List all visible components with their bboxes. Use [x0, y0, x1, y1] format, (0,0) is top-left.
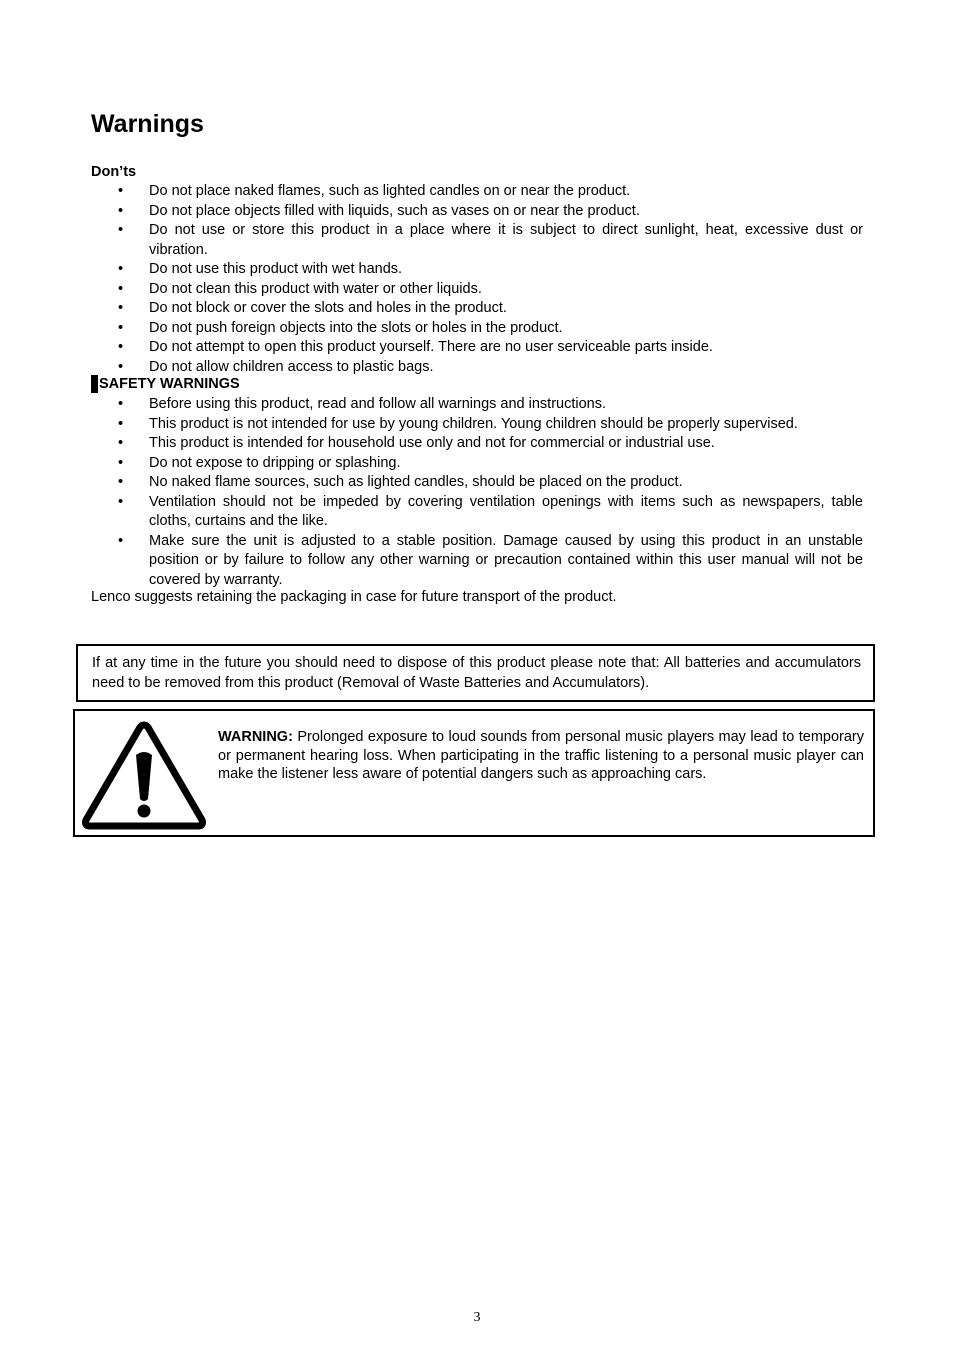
list-item-text: Do not use this product with wet hands.: [149, 261, 403, 277]
list-item: [0, 338, 954, 358]
list-item-text: This product is intended for household use only and not for commercial or industrial use.: [149, 435, 715, 451]
warning-body: Prolonged exposure to loud sounds from personal music players may lead to temporary or permanent hearing loss. When participating in the traffic listening to a personal music player can make the listener less aware of potential dangers such as approaching cars.: [218, 729, 864, 782]
list-item: [0, 532, 954, 591]
battery-disposal-text: If at any time in the future you should need to dispose of this product please note that: All batteries and accumulators need to be removed from this product (Removal of Waste Batteries and Accumulators).: [92, 655, 861, 691]
list-item: [0, 434, 954, 454]
bullet-icon: •: [118, 300, 124, 316]
list-item-text: Do not push foreign objects into the slots or holes in the product.: [149, 319, 563, 336]
safety-heading: [91, 375, 240, 393]
list-item-text: Do not place naked flames, such as lighted candles on or near the product.: [149, 183, 631, 199]
list-item: [0, 473, 954, 493]
bullet-icon: •: [118, 358, 124, 375]
hearing-warning-text: [218, 728, 864, 784]
list-item-text: Do not allow children access to plastic bags.: [149, 358, 434, 375]
list-item: [0, 319, 954, 339]
list-item: [0, 260, 954, 280]
safety-heading-text: SAFETY WARNINGS: [99, 376, 240, 392]
list-item: [0, 493, 954, 532]
list-item-text: Do not place objects filled with liquids, such as vases on or near the product.: [149, 202, 640, 219]
list-item-text: No naked flame sources, such as lighted candles, should be placed on the product.: [149, 474, 683, 490]
bullet-icon: •: [118, 183, 124, 199]
warning-triangle-icon: [81, 719, 207, 831]
bullet-icon: •: [118, 435, 124, 451]
bullet-icon: •: [118, 202, 124, 219]
list-item: [0, 182, 954, 202]
list-item-text: Before using this product, read and follow all warnings and instructions.: [149, 396, 607, 412]
list-item: [0, 395, 954, 415]
list-item-text: Ventilation should not be impeded by covering ventilation openings with items such as newspapers, table cloths, curtains and the like.: [149, 493, 863, 529]
donts-list: [0, 182, 954, 377]
section-marker-icon: [91, 375, 98, 393]
packaging-note: Lenco suggests retaining the packaging in case for future transport of the product.: [91, 589, 617, 605]
list-item: [0, 415, 954, 435]
bullet-icon: •: [118, 532, 124, 549]
list-item-text: Do not expose to dripping or splashing.: [149, 454, 401, 471]
battery-disposal-notice: [76, 644, 875, 702]
list-item: [0, 454, 954, 474]
bullet-icon: •: [118, 319, 124, 336]
list-item-text: Do not clean this product with water or other liquids.: [149, 280, 482, 297]
safety-list: [0, 395, 954, 590]
list-item: [0, 299, 954, 319]
list-item-text: Do not use or store this product in a place where it is subject to direct sunlight, heat, excessive dust or vibration.: [149, 222, 863, 258]
bullet-icon: •: [118, 415, 124, 432]
list-item-text: Do not attempt to open this product yourself. There are no user serviceable parts inside.: [149, 339, 713, 355]
bullet-icon: •: [118, 222, 124, 238]
list-item-text: Do not block or cover the slots and holes in the product.: [149, 300, 507, 316]
bullet-icon: •: [118, 396, 124, 412]
page-title: Warnings: [91, 110, 204, 138]
bullet-icon: •: [118, 474, 124, 490]
list-item: [0, 202, 954, 222]
warning-label: WARNING:: [218, 729, 293, 745]
list-item-text: Make sure the unit is adjusted to a stable position. Damage caused by using this product in an unstable position or by failure to follow any other warning or precaution contained within this user manual will not be covered by warranty.: [149, 532, 863, 588]
list-item-text: This product is not intended for use by young children. Young children should be properly supervised.: [149, 415, 798, 432]
bullet-icon: •: [118, 454, 124, 471]
donts-heading: Don’ts: [91, 164, 137, 180]
bullet-icon: •: [118, 493, 124, 510]
bullet-icon: •: [118, 280, 124, 297]
bullet-icon: •: [118, 261, 124, 277]
page-number: 3: [473, 1310, 481, 1325]
list-item: [0, 280, 954, 300]
hearing-warning-box: [73, 709, 875, 837]
list-item: [0, 221, 954, 260]
bullet-icon: •: [118, 339, 124, 355]
